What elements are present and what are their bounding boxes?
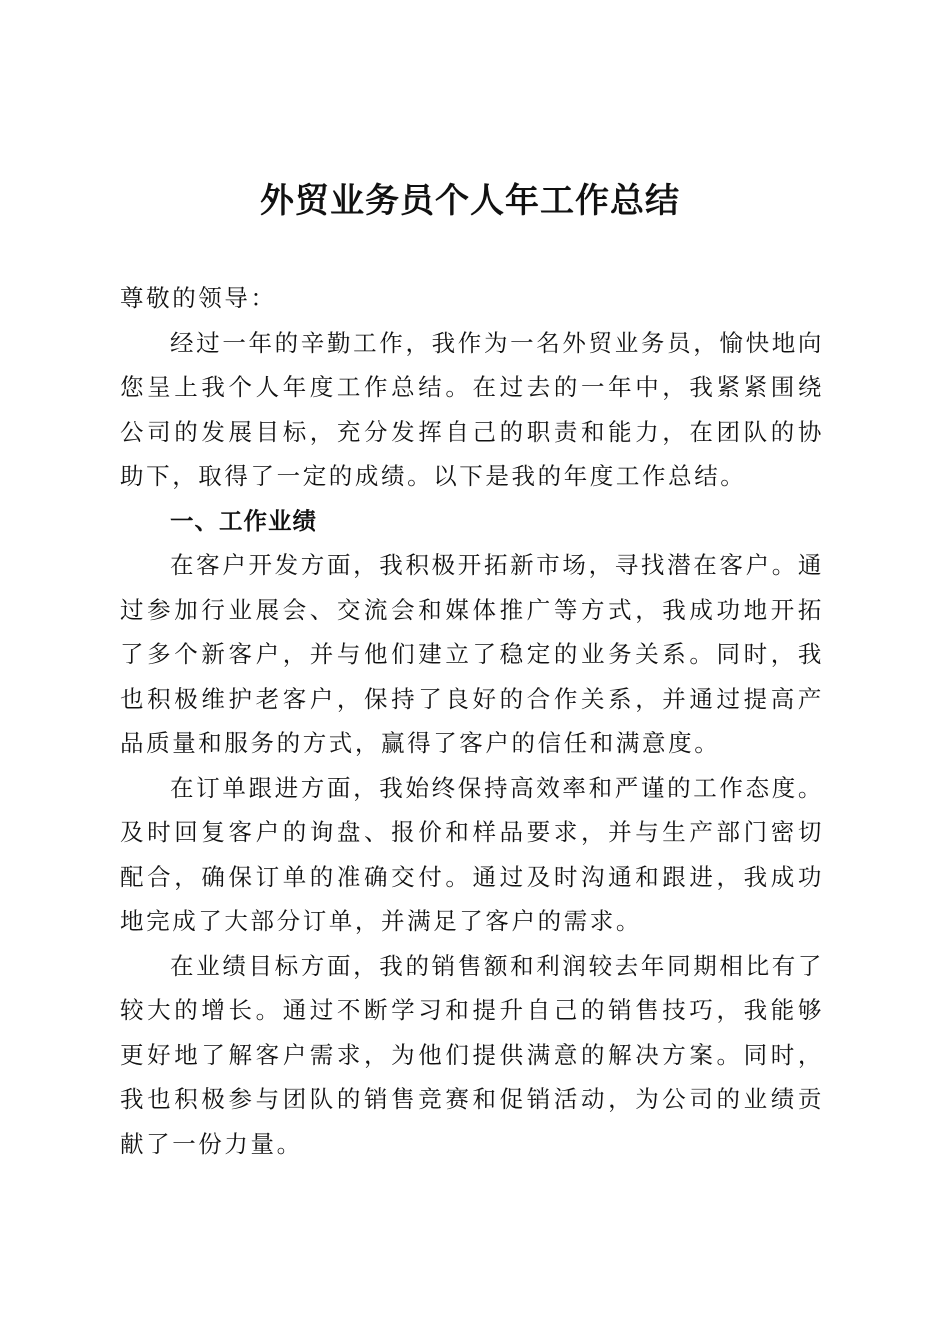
salutation: 尊敬的领导：: [120, 284, 277, 312]
paragraph-customer-development: 在客户开发方面，我积极开拓新市场，寻找潜在客户。通过参加行业展会、交流会和媒体推广等方式，我成功地开拓了多个新客户，并与他们建立了稳定的业务关系。同时，我也积极维护老客户，保持了良好的合作关系，并通过提高产品质量和服务的方式，赢得了客户的信任和满意度。: [120, 551, 824, 757]
intro-paragraph: 经过一年的辛勤工作，我作为一名外贸业务员，愉快地向您呈上我个人年度工作总结。在过去的一年中，我紧紧围绕公司的发展目标，充分发挥自己的职责和能力，在团队的协助下，取得了一定的成绩。以下是我的年度工作总结。: [120, 328, 824, 490]
document-title: 外贸业务员个人年工作总结: [260, 181, 680, 221]
section-heading-work-performance: 一、工作业绩: [170, 506, 317, 535]
paragraph-order-followup: 在订单跟进方面，我始终保持高效率和严谨的工作态度。及时回复客户的询盘、报价和样品要求，并与生产部门密切配合，确保订单的准确交付。通过及时沟通和跟进，我成功地完成了大部分订单，并满足了客户的需求。: [120, 773, 824, 935]
paragraph-performance-targets: 在业绩目标方面，我的销售额和利润较去年同期相比有了较大的增长。通过不断学习和提升自己的销售技巧，我能够更好地了解客户需求，为他们提供满意的解决方案。同时，我也积极参与团队的销售竞赛和促销活动，为公司的业绩贡献了一份力量。: [120, 951, 824, 1158]
document-body: [120, 276, 824, 1166]
